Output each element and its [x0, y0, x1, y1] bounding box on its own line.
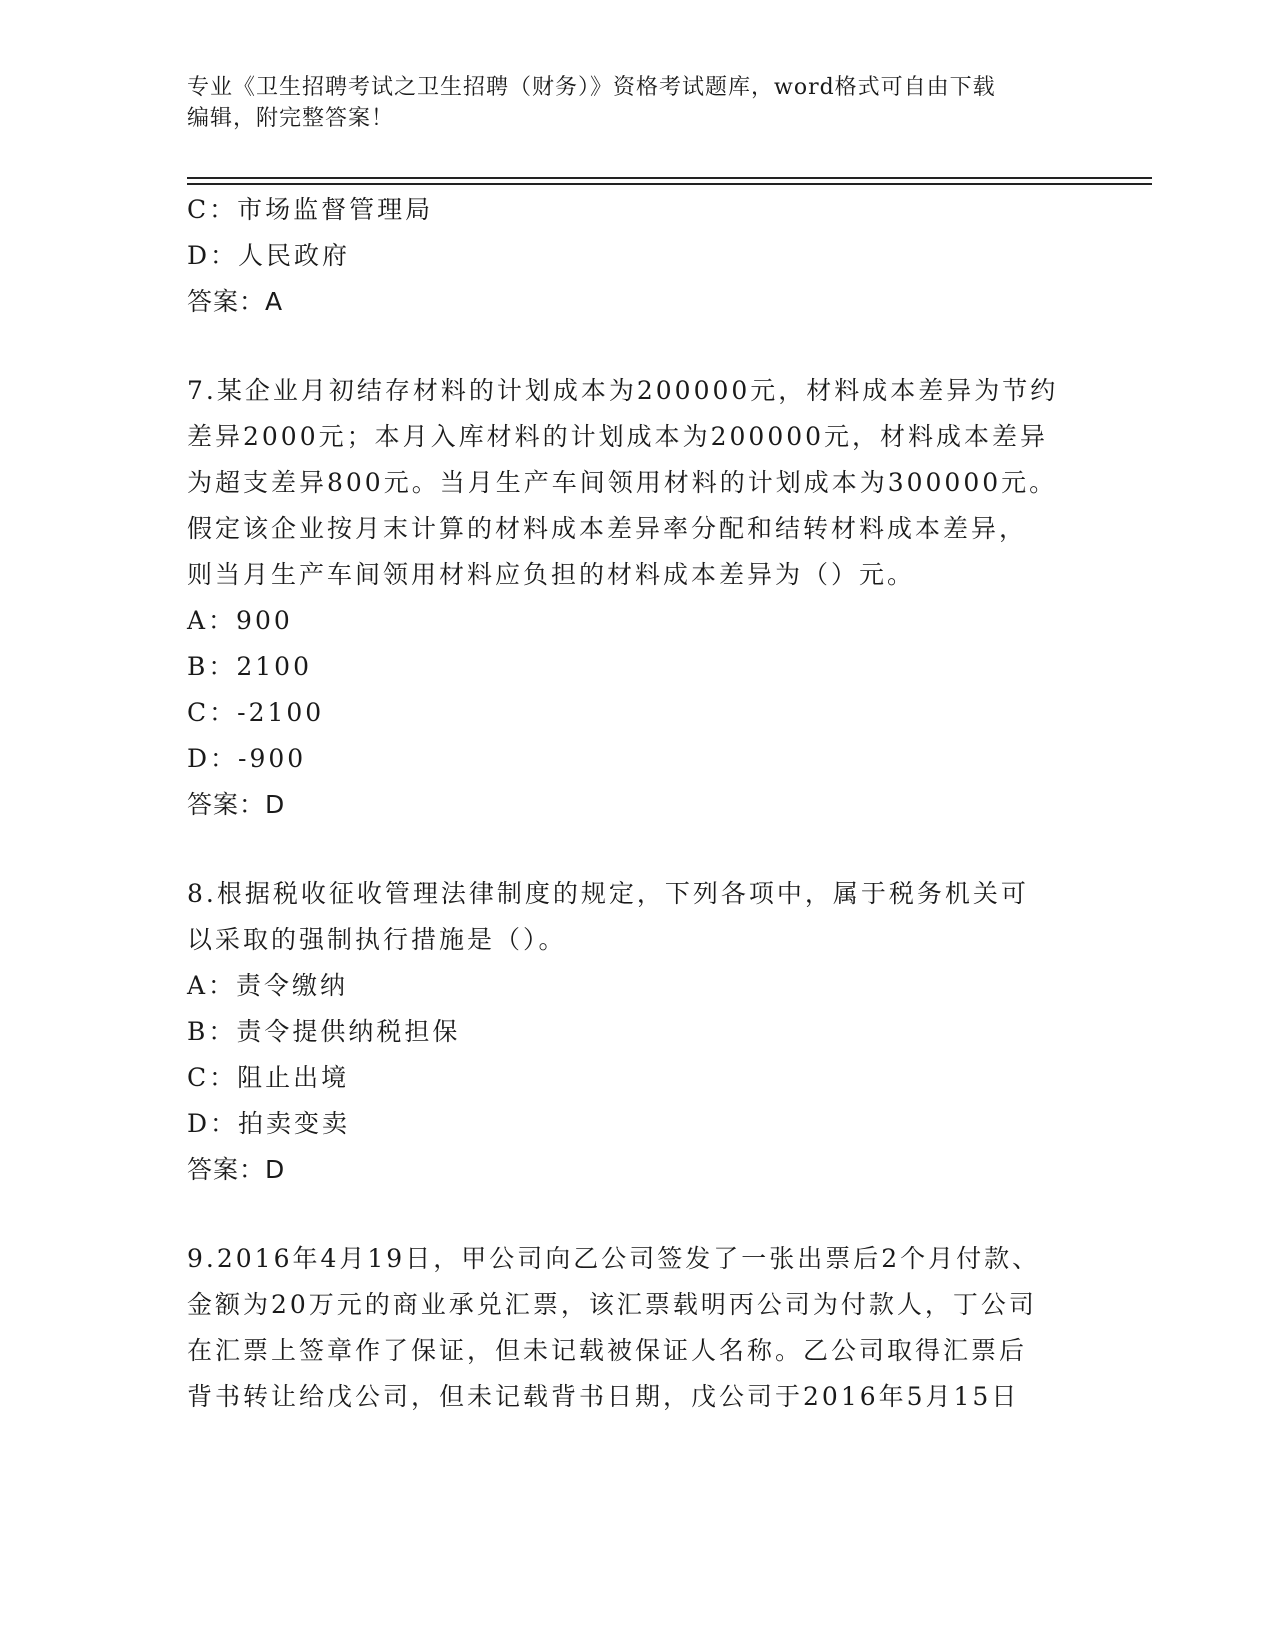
q7-stem-line-2: 差异2000元；本月入库材料的计划成本为200000元，材料成本差异 — [187, 422, 1049, 451]
prev-option-d: D：人民政府 — [187, 241, 351, 270]
q7-answer: 答案：D — [187, 790, 286, 819]
header-rule-bottom — [187, 183, 1152, 185]
spacer — [187, 325, 1087, 368]
q7-option-c: C：-2100 — [187, 698, 325, 727]
page-header — [187, 72, 1087, 134]
q9-stem-line-1: 9.2016年4月19日，甲公司向乙公司签发了一张出票后2个月付款、 — [187, 1244, 1041, 1273]
spacer — [187, 828, 1087, 871]
q7-option-d: D：-900 — [187, 744, 307, 773]
q8-stem-line-2: 以采取的强制执行措施是（）。 — [187, 925, 567, 954]
q9-stem-line-2: 金额为20万元的商业承兑汇票，该汇票载明丙公司为付款人，丁公司 — [187, 1290, 1037, 1319]
q9-stem-line-3: 在汇票上签章作了保证，但未记载被保证人名称。乙公司取得汇票后 — [187, 1336, 1028, 1365]
header-line-2: 编辑，附完整答案！ — [187, 106, 395, 131]
q8-stem-line-1: 8.根据税收征收管理法律制度的规定，下列各项中，属于税务机关可 — [187, 879, 1029, 908]
q8-option-b: B：责令提供纳税担保 — [187, 1017, 461, 1046]
q7-option-b: B：2100 — [187, 652, 312, 681]
question-content — [187, 187, 1087, 1420]
spacer — [187, 1193, 1087, 1236]
header-rule-top — [187, 177, 1152, 179]
header-line-1: 专业《卫生招聘考试之卫生招聘（财务）》资格考试题库，word格式可自由下载 — [187, 75, 996, 100]
q7-stem-line-3: 为超支差异800元。当月生产车间领用材料的计划成本为300000元。 — [187, 468, 1058, 497]
prev-answer: 答案：A — [187, 287, 284, 316]
q7-stem-line-1: 7.某企业月初结存材料的计划成本为200000元，材料成本差异为节约 — [187, 376, 1059, 405]
q8-answer: 答案：D — [187, 1155, 286, 1184]
q9-stem-line-4: 背书转让给戊公司，但未记载背书日期，戊公司于2016年5月15日 — [187, 1382, 1020, 1411]
q8-option-c: C：阻止出境 — [187, 1063, 350, 1092]
q8-option-d: D：拍卖变卖 — [187, 1109, 351, 1138]
q8-option-a: A：责令缴纳 — [187, 971, 349, 1000]
q7-stem-line-4: 假定该企业按月末计算的材料成本差异率分配和结转材料成本差异， — [187, 514, 1028, 543]
prev-option-c: C：市场监督管理局 — [187, 195, 434, 224]
q7-option-a: A：900 — [187, 606, 293, 635]
q7-stem-line-5: 则当月生产车间领用材料应负担的材料成本差异为（）元。 — [187, 560, 916, 589]
